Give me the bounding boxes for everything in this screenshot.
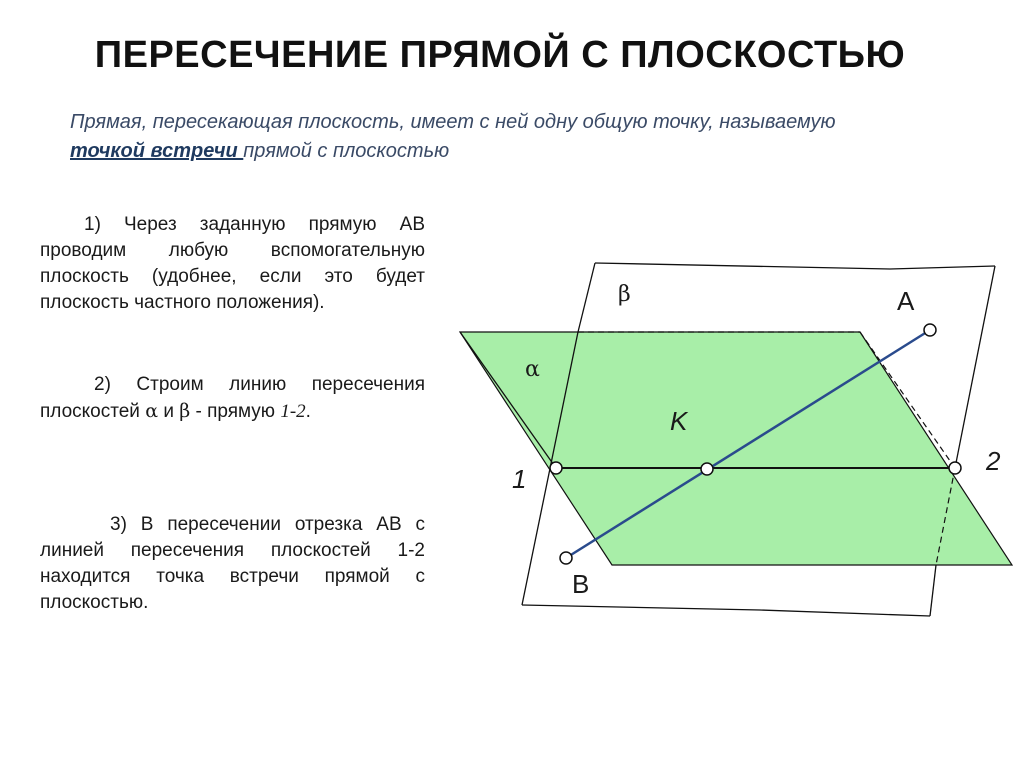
label-1: 1 bbox=[512, 464, 527, 494]
plane-beta-right-edge-lower bbox=[930, 565, 936, 616]
definition-after: прямой с плоскостью bbox=[243, 140, 450, 162]
plane-beta-top-edge bbox=[595, 263, 995, 269]
step-2-alpha: α bbox=[145, 400, 159, 422]
point-a bbox=[924, 324, 936, 336]
page-title: ПЕРЕСЕЧЕНИЕ ПРЯМОЙ С ПЛОСКОСТЬЮ bbox=[94, 34, 906, 76]
step-2-and: и bbox=[158, 401, 180, 422]
label-k: K bbox=[670, 406, 688, 436]
plane-beta-bottom-edge bbox=[522, 605, 930, 616]
step-2-line-name: 1-2 bbox=[280, 401, 306, 422]
point-b bbox=[560, 552, 572, 564]
plane-beta-left-edge-upper bbox=[578, 263, 595, 332]
step-1-body: 1) Через заданную прямую АВ проводим любую вспомогательную плоскость (удобнее, если это будет плоскость частного положения). bbox=[40, 214, 425, 313]
point-2 bbox=[949, 462, 961, 474]
step-2-part-b: - прямую bbox=[190, 401, 281, 422]
step-2-end: . bbox=[305, 401, 311, 422]
point-1 bbox=[550, 462, 562, 474]
label-2: 2 bbox=[986, 446, 1001, 476]
definition-term: точкой встречи bbox=[70, 140, 244, 162]
step-2-part-a: 2) Строим линию пересечения плоскостей bbox=[40, 374, 425, 422]
step-2-beta: β bbox=[179, 400, 191, 422]
point-k bbox=[701, 463, 713, 475]
step-3-body: 3) В пересечении отрезка АВ с линией пересечения плоскостей 1-2 находится точка встречи прямой с плоскостью. bbox=[40, 514, 425, 613]
label-a: A bbox=[897, 286, 915, 316]
definition-before: Прямая, пересекающая плоскость, имеет с ней одну общую точку, называемую bbox=[70, 111, 836, 133]
label-b: B bbox=[572, 569, 590, 599]
label-alpha: α bbox=[525, 357, 540, 382]
plane-beta-right-edge-upper bbox=[955, 266, 995, 468]
label-beta: β bbox=[618, 282, 631, 307]
